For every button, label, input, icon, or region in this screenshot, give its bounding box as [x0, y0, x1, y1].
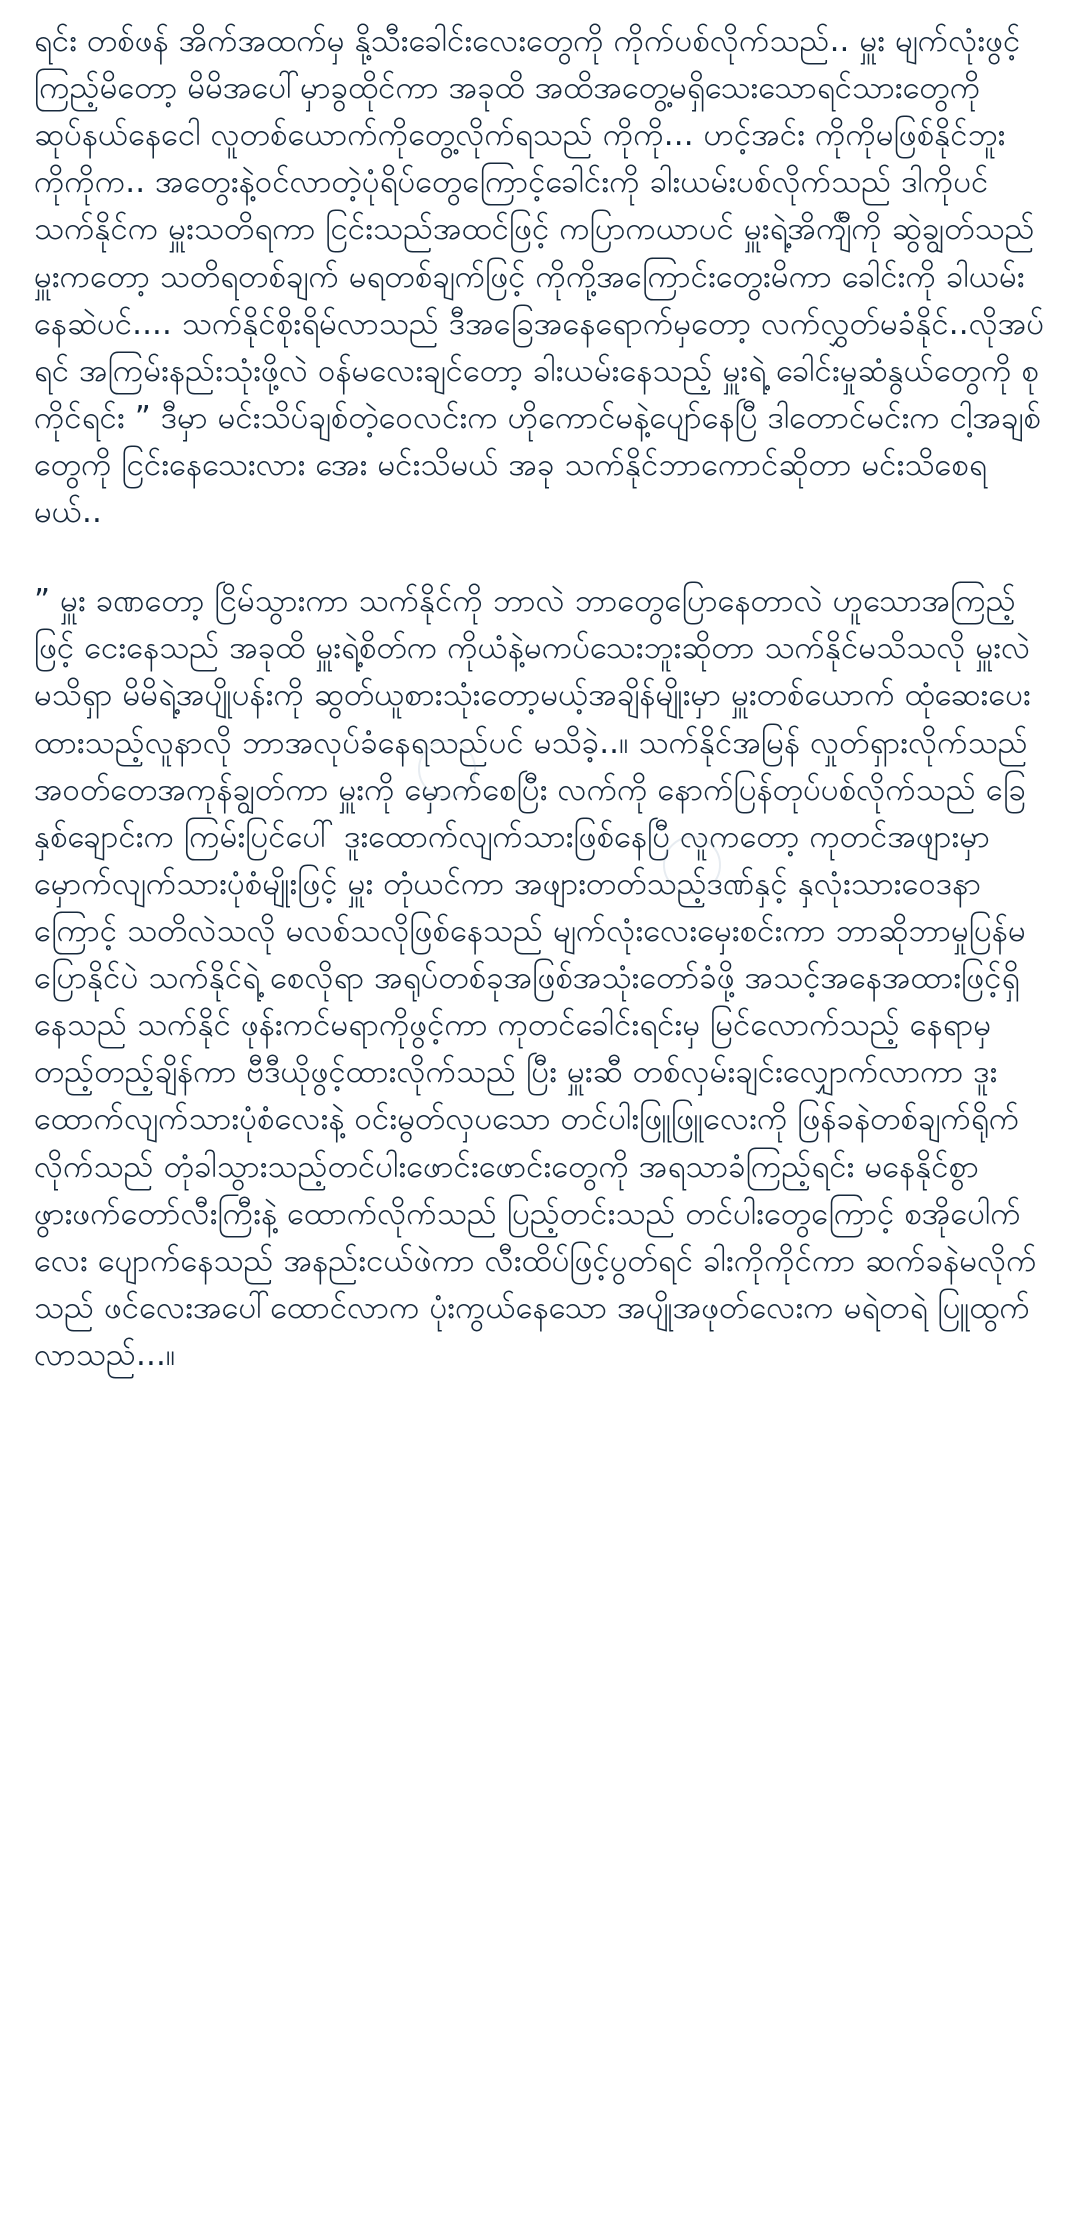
body-paragraph-2: ” မှူး ခဏတော့ ငြိမ်သွားကာ သက်နိုင်ကို ဘာလဲ ဘာတွေပြောနေတာလဲ ဟူသောအကြည့်ဖြင့် ငေးနေသည် အခုထိ မှူးရဲ့စိတ်က ကိုယံနဲ့မကပ်သေးဘူးဆိုတာ သက်နိုင်မသိသလို မှူးလဲမသိရှာ မိမိရဲ့အပျိုပန်းကို ဆွတ်ယူစားသုံးတော့မယ့်အချိန်မျိုးမှာ မှူးတစ်ယောက် ထုံဆေးပေးထားသည့်လူနာလို ဘာအလုပ်ခံနေရသည်ပင် မသိခဲ့..။ သက်နိုင်အမြန် လှုတ်ရှားလိုက်သည် အဝတ်တေအကုန်ချွတ်ကာ မှူးကို မှောက်စေပြီး လက်ကို နောက်ပြန်တုပ်ပစ်လိုက်သည် ခြေနှစ်ချောင်းက ကြမ်းပြင်ပေါ် ဒူးထောက်လျက်သားဖြစ်နေပြီ လူကတော့ ကုတင်အဖျားမှာ မှောက်လျက်သားပုံစံမျိုးဖြင့် မှူး တုံယင်ကာ အဖျားတတ်သည့်ဒဏ်နှင့် နှလုံးသားဝေဒနာကြောင့် သတိလဲသလို မလစ်သလိုဖြစ်နေသည် မျက်လုံးလေးမှေးစင်းကာ ဘာဆိုဘာမှုပြန်မပြောနိုင်ပဲ သက်နိုင်ရဲ့ စေလိုရာ အရုပ်တစ်ခုအဖြစ်အသုံးတော်ခံဖို့ အသင့်အနေအထားဖြင့်ရှိနေသည် သက်နိုင် ဖုန်းကင်မရာကိုဖွင့်ကာ ကုတင်ခေါင်းရင်းမှ မြင်လောက်သည့် နေရာမှ တည့်တည့်ချိန်ကာ ဗီဒီယိုဖွင့်ထားလိုက်သည် ပြီး မှူးဆီ တစ်လှမ်းချင်းလျှောက်လာကာ ဒူးထောက်လျက်သားပုံစံလေးနဲ့ ဝင်းမွတ်လှပသော တင်ပါးဖြူဖြူလေးကို ဖြန်ခနဲတစ်ချက်ရိုက်လိုက်သည် တုံခါသွားသည့်တင်ပါးဖောင်းဖောင်းတွေကို အရသာခံကြည့်ရင်း မနေနိုင်စွာ ဖွားဖက်တော်လီးကြီးနဲ့ ထောက်လိုက်သည် ပြည့်တင်းသည် တင်ပါးတွေကြောင့် စအိုပေါက်လေး ပျောက်နေသည် အနည်းငယ်ဖဲကာ လီးထိပ်ဖြင့်ပွတ်ရင် ခါးကိုကိုင်ကာ ဆက်ခနဲမလိုက်သည် ဖင်လေးအပေါ်ထောင်လာက ပုံးကွယ်နေသော အပျိုအဖုတ်လေးက မရဲတရဲ ပြူထွက်လာသည်...။	[34, 583, 1037, 1373]
body-paragraph-1: ရင်း တစ်ဖန် အိက်အထက်မှ နို့သီးခေါင်းလေးတွေကို ကိုက်ပစ်လိုက်သည်.. မှူး မျက်လုံးဖွင့်ကြည့်မိတော့ မိမိအပေါ်မှာခွထိုင်ကာ အခုထိ အထိအတွေ့မရှိသေးသောရင်သားတွေကို ဆုပ်နယ်နေငေါ လူတစ်ယောက်ကိုတွေ့လိုက်ရသည် ကိုကို... ဟင့်အင်း ကိုကိုမဖြစ်နိုင်ဘူး ကိုကိုက.. အတွေးနဲ့ဝင်လာတဲ့ပုံရိပ်တွေကြောင့်ခေါင်းကို ခါးယမ်းပစ်လိုက်သည် ဒါကိုပင် သက်နိုင်က မှူးသတိရကာ ငြင်းသည်အထင်ဖြင့် ကပြာကယာပင် မှူးရဲ့အိက်ျီကို ဆွဲချွတ်သည် မှူးကတော့ သတိရတစ်ချက် မရတစ်ချက်ဖြင့် ကိုကို့အကြောင်းတွေးမိကာ ခေါင်းကို ခါယမ်းနေဆဲပင်.... သက်နိုင်စိုးရိမ်လာသည် ဒီအခြေအနေရောက်မှတော့ လက်လွှတ်မခံနိုင်..လိုအပ်ရင် အကြမ်းနည်းသုံးဖို့လဲ ဝန်မလေးချင်တော့ ခါးယမ်းနေသည့် မှူးရဲ့ ခေါင်းမှုဆံနွယ်တွေကို စုကိုင်ရင်း ” ဒီမှာ မင်းသိပ်ချစ်တဲ့ဝေလင်းက ဟိုကောင်မနဲ့ပျော်နေပြီ ဒါတောင်မင်းက ငါ့အချစ်တွေကို ငြင်းနေသေးလား အေး မင်းသိမယ် အခု သက်နိုင်ဘာကောင်ဆိုတာ မင်းသိစေရမယ်..	[34, 23, 1045, 531]
